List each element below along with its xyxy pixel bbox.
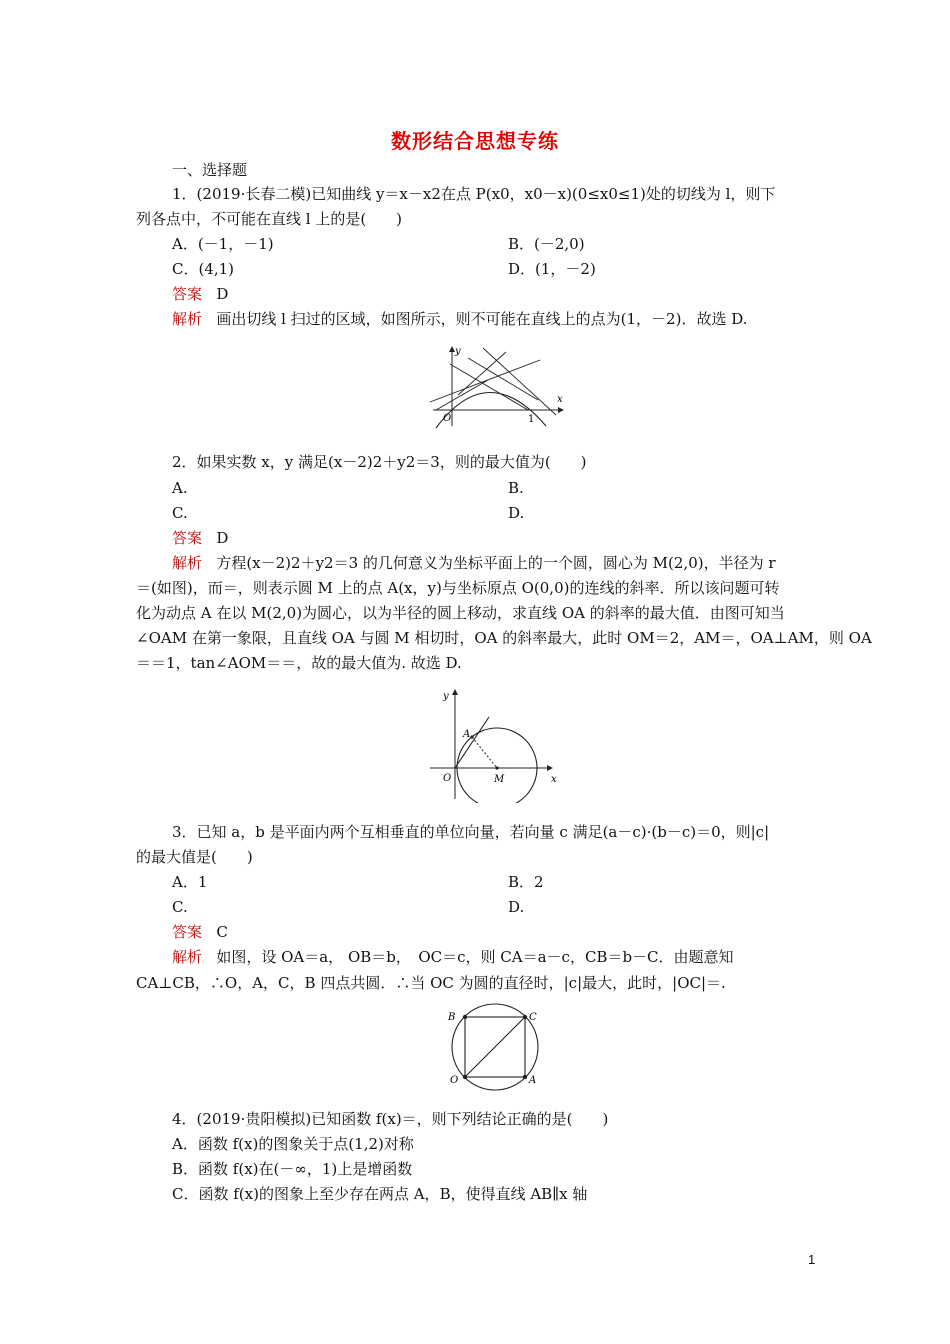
q3-point-a — [523, 1075, 527, 1079]
q2-analysis-line4: ∠OAM 在第一象限，且直线 OA 与圆 M 相切时，OA 的斜率最大，此时 OM＝2，AM＝，OA⊥AM，则 OA — [136, 629, 872, 647]
q1-tangent-figure — [428, 340, 578, 430]
q2-y-arrow — [452, 689, 458, 695]
q1-y-label: y — [455, 346, 461, 357]
q2-analysis-line1 — [172, 553, 776, 573]
q2-line-oa — [455, 717, 489, 768]
q3-stem-line1: 3．已知 a，b 是平面内两个互相垂直的单位向量，若向量 c 满足(a－c)·(b－c)＝0，则|c| — [172, 823, 770, 841]
q1-figure-svg — [428, 340, 578, 430]
q3-answer — [172, 922, 228, 942]
q2-option-c: C. — [172, 504, 188, 522]
q2-figure-svg — [425, 683, 565, 803]
q1-stem-line1: 1．(2019·长春二模)已知曲线 y＝x－x2在点 P(x0，x0－x)(0≤x0≤1)处的切线为 l，则下 — [172, 185, 776, 203]
q3-option-a: A．1 — [172, 873, 208, 891]
q4-option-a: A．函数 f(x)的图象关于点(1,2)对称 — [172, 1135, 414, 1153]
q2-answer-label: 答案 — [172, 529, 203, 547]
q2-radius-am — [472, 737, 497, 768]
q3-option-c: C. — [172, 898, 188, 916]
q1-answer-label: 答案 — [172, 285, 203, 303]
q3-option-d: D. — [508, 898, 525, 916]
q2-answer — [172, 528, 228, 548]
q3-a-label: A — [529, 1075, 537, 1086]
q2-analysis-line3: 化为动点 A 在以 M(2,0)为圆心，以为半径的圆上移动，求直线 OA 的斜率的最大值．由图可知当 — [136, 604, 785, 622]
q2-analysis-line2: ＝(如图)，而＝，则表示圆 M 上的点 A(x，y)与坐标原点 O(0,0)的连线的斜率．所以该问题可转 — [136, 579, 780, 597]
q1-analysis — [172, 309, 747, 329]
q3-diagonal-oc — [465, 1017, 525, 1077]
q2-x-label: x — [551, 774, 557, 785]
q3-analysis-label: 解析 — [172, 948, 203, 966]
q4-option-b: B．函数 f(x)在(－∞，1)上是增函数 — [172, 1160, 413, 1178]
q1-answer — [172, 284, 228, 304]
q1-stem-line2: 列各点中，不可能在直线 l 上的是( ) — [136, 210, 403, 228]
q3-analysis-text1: 如图，设 OA＝a， OB＝b， OC＝c，则 CA＝a－c，CB＝b－C．由题意知 — [216, 948, 734, 966]
q3-analysis-line1 — [172, 947, 734, 967]
q1-one-label: 1 — [528, 414, 535, 425]
q1-option-a: A．(－1，－1) — [172, 235, 274, 253]
q1-x-label: x — [557, 394, 563, 405]
q2-option-a: A. — [172, 479, 188, 497]
q2-o-label: O — [443, 773, 452, 784]
q3-figure-svg — [443, 1003, 553, 1093]
q2-a-label: A — [463, 729, 471, 740]
q1-analysis-label: 解析 — [172, 310, 203, 328]
q2-x-arrow — [547, 765, 553, 771]
q1-tangent-6 — [436, 380, 488, 410]
q2-y-label: y — [443, 691, 449, 702]
q2-stem: 2．如果实数 x，y 满足(x－2)2＋y2＝3，则的最大值为( ) — [172, 453, 587, 471]
q1-option-d: D．(1，－2) — [508, 260, 596, 278]
q3-b-label: B — [448, 1012, 456, 1023]
q2-option-b: B. — [508, 479, 524, 497]
q4-option-c: C．函数 f(x)的图象上至少存在两点 A，B，使得直线 AB∥x 轴 — [172, 1185, 588, 1203]
q3-answer-label: 答案 — [172, 923, 203, 941]
q2-point-a — [470, 735, 473, 738]
q3-stem-line2: 的最大值是( ) — [136, 848, 253, 866]
q2-answer-value: D — [216, 529, 229, 547]
page-number: 1 — [808, 1252, 816, 1267]
q2-point-m — [495, 766, 498, 769]
q3-option-b: B．2 — [508, 873, 544, 891]
q3-point-b — [463, 1015, 467, 1019]
q3-answer-value: C — [216, 923, 228, 941]
q3-point-o — [463, 1075, 467, 1079]
q3-o-label: O — [450, 1075, 459, 1086]
q2-analysis-text1: 方程(x－2)2＋y2＝3 的几何意义为坐标平面上的一个圆，圆心为 M(2,0)，半径为 r — [216, 554, 776, 572]
q3-square-figure — [443, 1003, 553, 1093]
q2-option-d: D. — [508, 504, 525, 522]
q3-point-c — [523, 1015, 527, 1019]
section-heading: 一、选择题 — [172, 161, 248, 179]
q3-c-label: C — [529, 1012, 537, 1023]
q1-analysis-text: 画出切线 l 扫过的区域，如图所示，则不可能在直线上的点为(1，－2)．故选 D. — [216, 310, 748, 328]
q2-analysis-line5: ＝＝1，tan∠AOM＝＝，故的最大值为. 故选 D. — [136, 654, 462, 672]
q1-option-b: B．(－2,0) — [508, 235, 585, 253]
page-title: 数形结合思想专练 — [391, 129, 559, 153]
q1-answer-value: D — [216, 285, 229, 303]
q1-option-c: C．(4,1) — [172, 260, 235, 278]
q1-origin-label: O — [443, 413, 452, 424]
q2-circle-figure — [425, 683, 565, 803]
q1-tangent-1 — [430, 360, 540, 402]
q2-analysis-label: 解析 — [172, 554, 203, 572]
q3-analysis-line2: CA⊥CB，∴O，A，C，B 四点共圆．∴当 OC 为圆的直径时，|c|最大，此时，|OC|＝. — [136, 974, 726, 992]
q1-x-arrow — [558, 407, 564, 413]
q4-stem: 4．(2019·贵阳模拟)已知函数 f(x)＝，则下列结论正确的是( ) — [172, 1110, 609, 1128]
q2-m-label: M — [494, 774, 505, 785]
q1-tangent-2 — [458, 352, 506, 395]
